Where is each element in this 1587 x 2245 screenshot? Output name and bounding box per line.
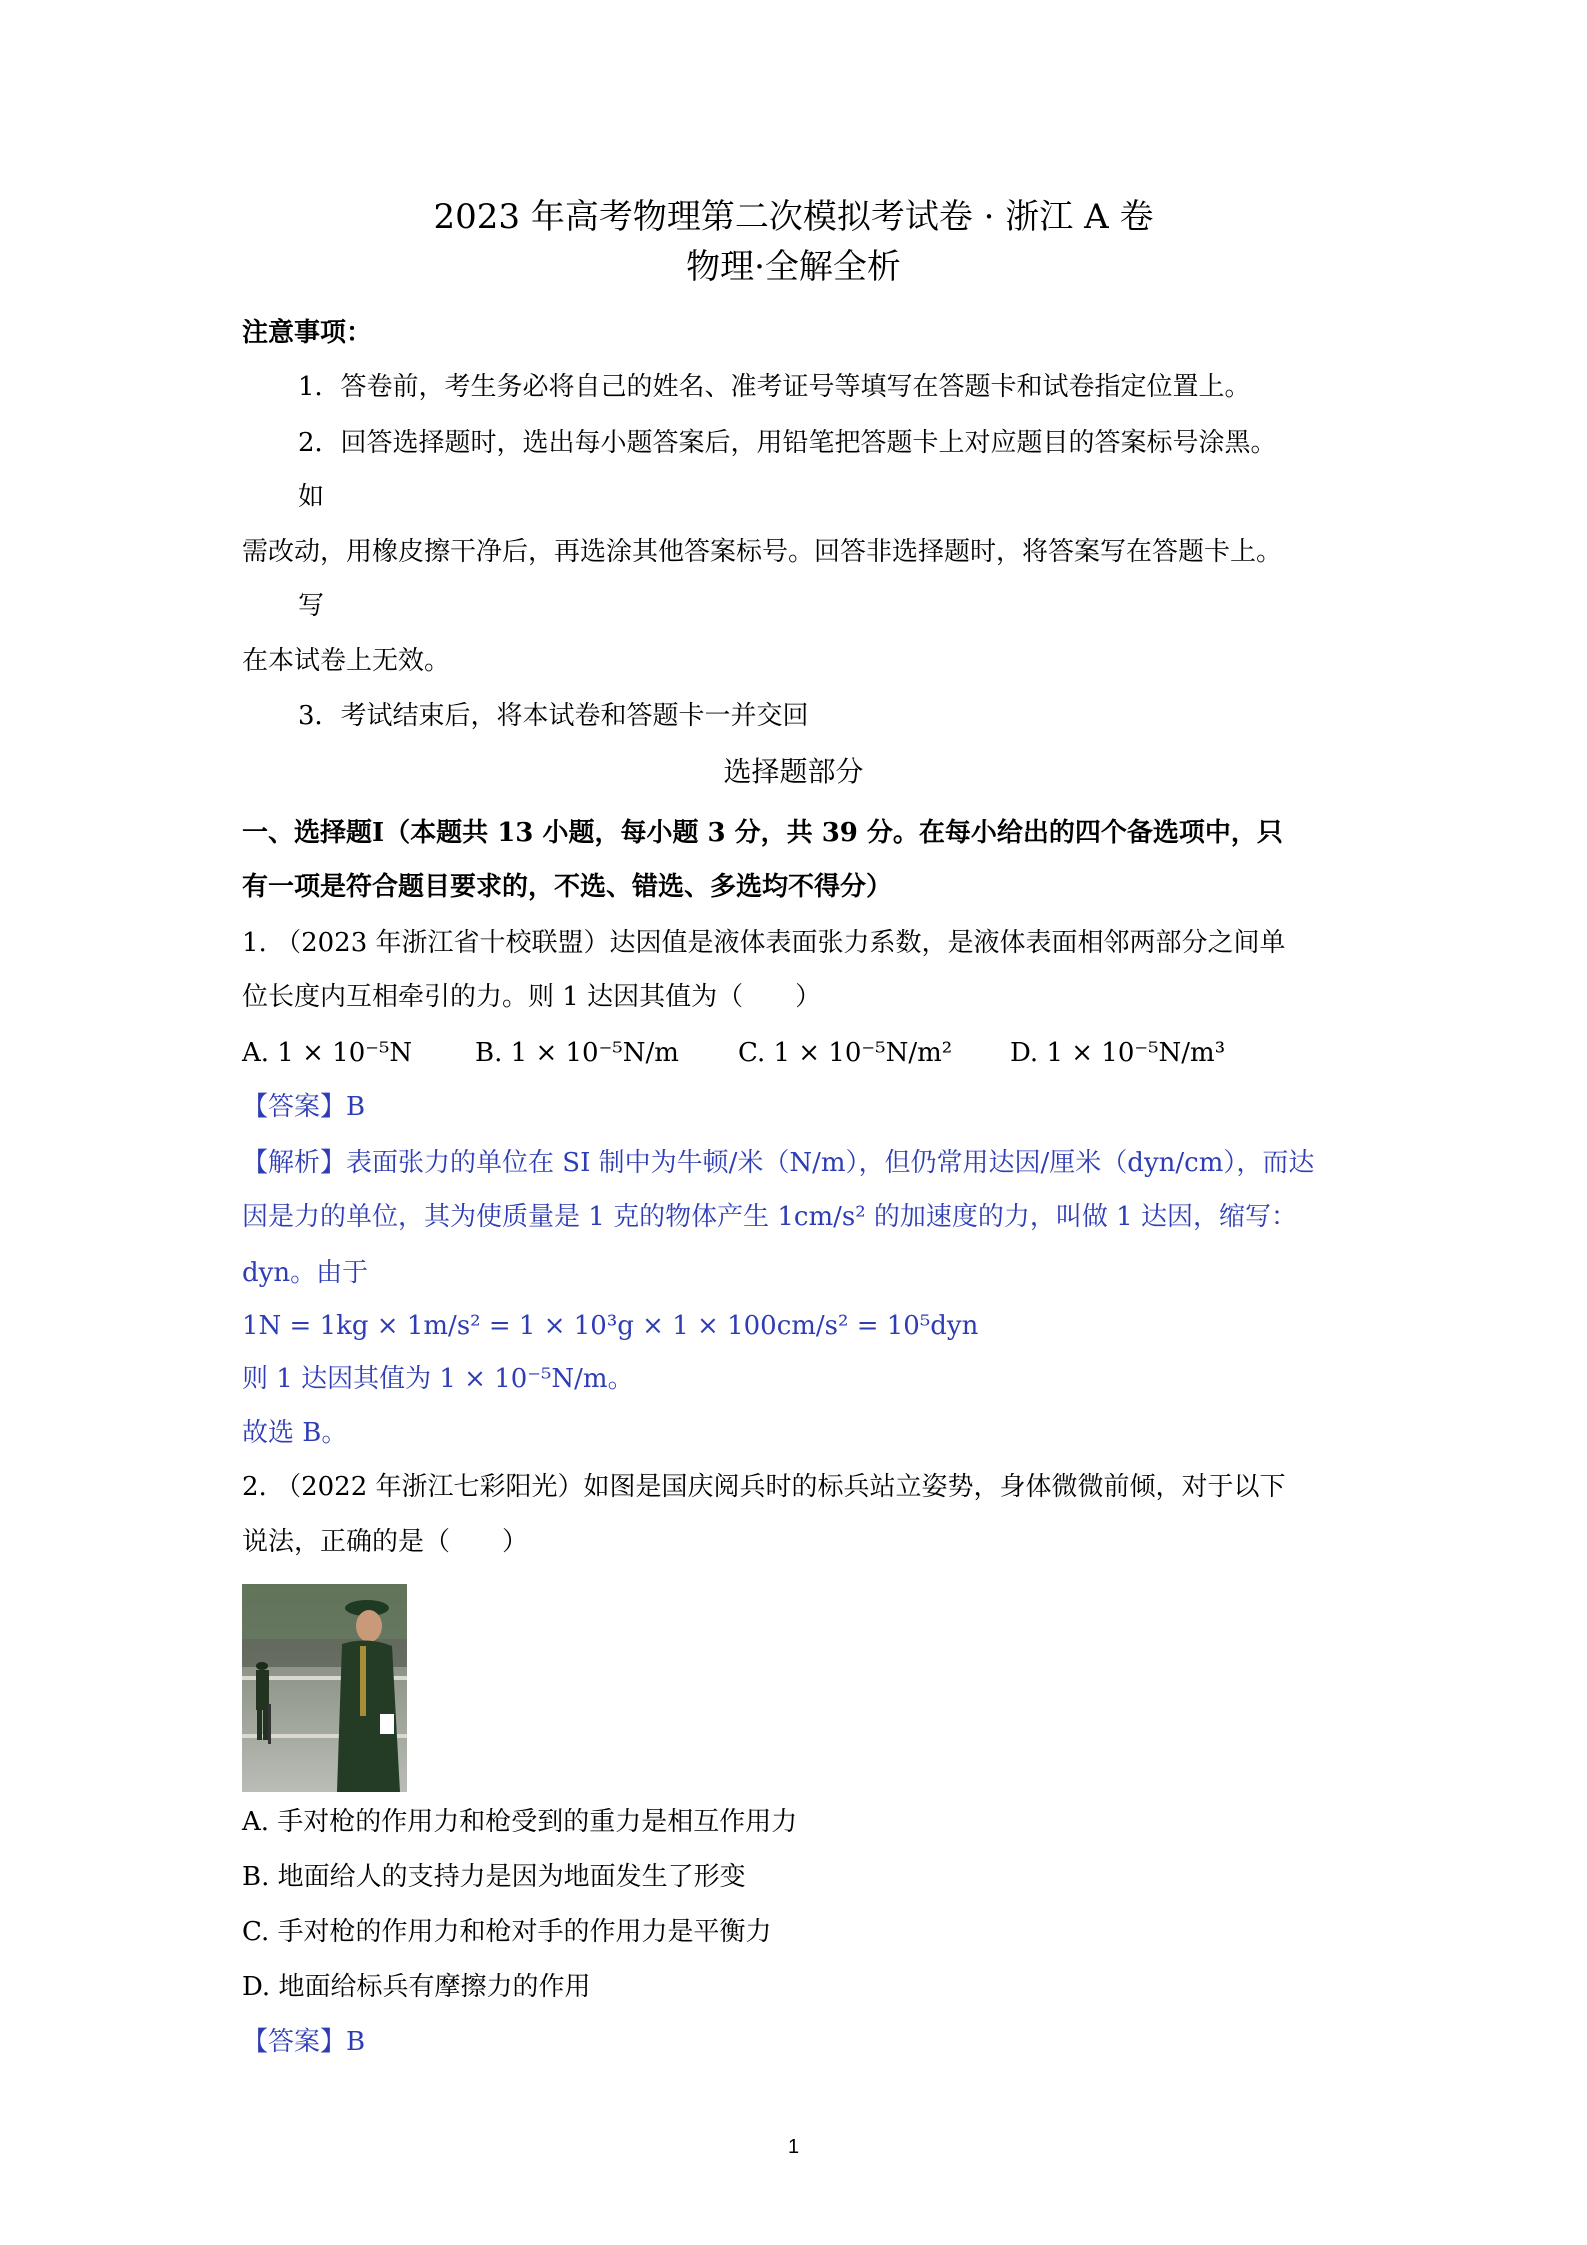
q1-analysis: 因是力的单位，其为使质量是 1 克的物体产生 1cm/s² 的加速度的力，叫做 1 达因，缩写：	[242, 1202, 1297, 1232]
q2-stem: 2. （2022 年浙江七彩阳光）如图是国庆阅兵时的标兵站立姿势，身体微微前倾，对于以下	[242, 1472, 1286, 1502]
q2-option-d: D. 地面给标兵有摩擦力的作用	[242, 1972, 591, 2002]
q1-stem: 位长度内互相牵引的力。则 1 达因其值为（ ）	[242, 982, 822, 1012]
notice-heading: 注意事项：	[242, 318, 373, 348]
q1-answer: 【答案】B	[242, 1092, 366, 1122]
page-title: 2023 年高考物理第二次模拟考试卷 · 浙江 A 卷	[433, 197, 1154, 237]
q2-answer: 【答案】B	[242, 2027, 366, 2057]
notice-item-2-cont: 在本试卷上无效。	[242, 646, 451, 676]
section-instructions: 有一项是符合题目要求的，不选、错选、多选均不得分）	[242, 872, 893, 902]
q2-stem: 说法，正确的是（ ）	[242, 1527, 529, 1557]
q1-option-b: B. 1 × 10⁻⁵N/m	[475, 1038, 679, 1068]
q1-conclusion: 故选 B。	[242, 1418, 348, 1448]
notice-item-2: 2．回答选择题时，选出每小题答案后，用铅笔把答题卡上对应题目的答案标号涂黑。	[298, 428, 1277, 458]
q1-analysis: dyn。由于	[242, 1258, 369, 1288]
notice-item-2-cont: 需改动，用橡皮擦干净后，再选涂其他答案标号。回答非选择题时，将答案写在答题卡上。	[242, 537, 1283, 567]
q1-option-c: C. 1 × 10⁻⁵N/m²	[738, 1038, 953, 1068]
page-number: 1	[787, 2136, 800, 2158]
q1-analysis: 则 1 达因其值为 1 × 10⁻⁵N/m。	[242, 1364, 634, 1394]
q1-option-a: A. 1 × 10⁻⁵N	[242, 1038, 413, 1068]
q2-option-a: A. 手对枪的作用力和枪受到的重力是相互作用力	[242, 1807, 798, 1837]
notice-item-1: 1．答卷前，考生务必将自己的姓名、准考证号等填写在答题卡和试卷指定位置上。	[298, 372, 1251, 402]
page-subtitle: 物理·全解全析	[686, 247, 901, 287]
section-title: 选择题部分	[723, 755, 864, 788]
notice-item-2-cont: 如	[298, 482, 325, 512]
q2-option-b: B. 地面给人的支持力是因为地面发生了形变	[242, 1862, 746, 1892]
q1-analysis: 【解析】表面张力的单位在 SI 制中为牛顿/米（N/m），但仍常用达因/厘米（dyn/cm），而达	[242, 1148, 1315, 1178]
q1-option-d: D. 1 × 10⁻⁵N/m³	[1010, 1038, 1226, 1068]
q2-option-c: C. 手对枪的作用力和枪对手的作用力是平衡力	[242, 1917, 772, 1947]
notice-item-2-cont: 写	[298, 591, 325, 621]
section-instructions: 一、选择题Ⅰ（本题共 13 小题，每小题 3 分，共 39 分。在每小给出的四个备选项中，只	[242, 818, 1283, 848]
notice-item-3: 3．考试结束后，将本试卷和答题卡一并交回	[298, 701, 809, 731]
q1-equation: 1N = 1kg × 1m/s² = 1 × 10³g × 1 × 100cm/s² = 10⁵dyn	[242, 1311, 979, 1341]
q1-stem: 1. （2023 年浙江省十校联盟）达因值是液体表面张力系数，是液体表面相邻两部分之间单	[242, 928, 1286, 958]
honor-guard-photo	[242, 1584, 407, 1792]
